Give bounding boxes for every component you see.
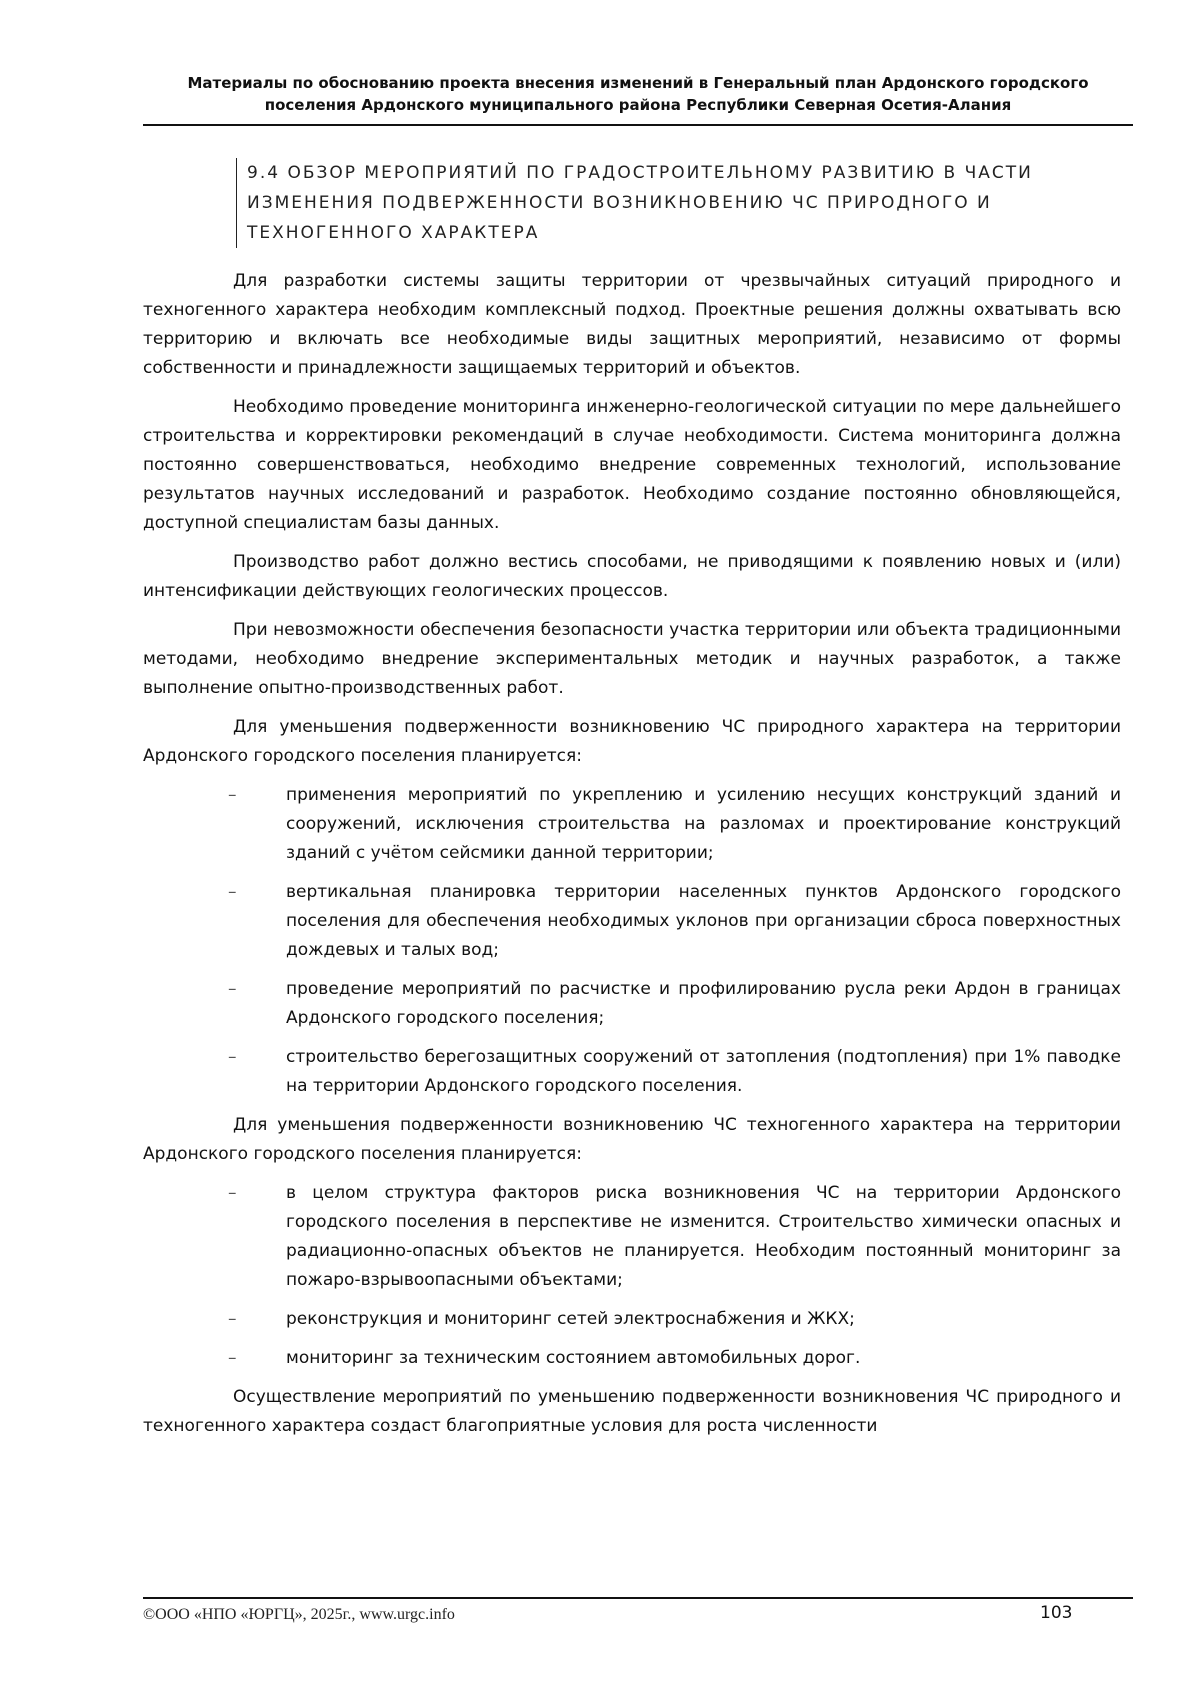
list-item — [143, 878, 1121, 965]
running-header-line-1: Материалы по обоснованию проекта внесения изменений в Генеральный план Ардонского городского — [187, 74, 1089, 92]
list-item — [143, 1344, 1121, 1373]
running-header — [143, 72, 1133, 116]
paragraph-5: Для уменьшения подверженности возникновению ЧС природного характера на территории Ардонского городского поселения планируется: — [143, 717, 1121, 766]
footer-copyright: ©ООО «НПО «ЮРГЦ», 2025г., www.urgc.info — [143, 1606, 455, 1623]
dash-bullet: – — [228, 1309, 237, 1329]
body-text — [143, 267, 1121, 1451]
paragraph-6: Для уменьшения подверженности возникновению ЧС техногенного характера на территории Ардонского городского поселения планируется: — [143, 1115, 1121, 1164]
section-heading — [236, 158, 1127, 248]
list-item-text: мониторинг за техническим состоянием автомобильных дорог. — [286, 1348, 861, 1368]
dash-bullet: – — [228, 1183, 237, 1203]
list-item — [143, 1043, 1121, 1101]
list-item — [143, 1179, 1121, 1295]
list-item — [143, 975, 1121, 1033]
list-item-text: проведение мероприятий по расчистке и профилированию русла реки Ардон в границах Ардонского городского поселения; — [286, 979, 1121, 1028]
dash-bullet: – — [228, 785, 237, 805]
dash-bullet: – — [228, 979, 237, 999]
natural-measures-list — [143, 781, 1121, 1101]
list-item-text: применения мероприятий по укреплению и усилению несущих конструкций зданий и сооружений, исключения строительства на разломах и проектирование конструкций зданий с учётом сейсмики данной территории; — [286, 785, 1121, 863]
technogenic-measures-list — [143, 1179, 1121, 1373]
paragraph-4: При невозможности обеспечения безопасности участка территории или объекта традиционными методами, необходимо внедрение экспериментальных методик и научных разработок, а также выполнение опытно-производственных работ. — [143, 620, 1121, 698]
list-item-text: строительство берегозащитных сооружений от затопления (подтопления) при 1% паводке на территории Ардонского городского поселения. — [286, 1047, 1121, 1096]
header-rule — [143, 124, 1133, 126]
running-header-line-2: поселения Ардонского муниципального района Республики Северная Осетия-Алания — [264, 96, 1012, 114]
list-item — [143, 1305, 1121, 1334]
dash-bullet: – — [228, 882, 237, 902]
paragraph-7: Осуществление мероприятий по уменьшению подверженности возникновения ЧС природного и техногенного характера создаст благоприятные условия для роста численности — [143, 1387, 1121, 1436]
page-number: 103 — [1040, 1603, 1073, 1623]
list-item-text: реконструкция и мониторинг сетей электроснабжения и ЖКХ; — [286, 1309, 855, 1329]
section-heading-line-1: 9.4 ОБЗОР МЕРОПРИЯТИЙ ПО ГРАДОСТРОИТЕЛЬНОМУ РАЗВИТИЮ В ЧАСТИ — [247, 163, 1033, 183]
paragraph-1: Для разработки системы защиты территории от чрезвычайных ситуаций природного и техногенного характера необходим комплексный подход. Проектные решения должны охватывать всю территорию и включать все необходимые виды защитных мероприятий, независимо от формы собственности и принадлежности защищаемых территорий и объектов. — [143, 271, 1121, 378]
dash-bullet: – — [228, 1348, 237, 1368]
list-item-text: в целом структура факторов риска возникновения ЧС на территории Ардонского городского поселения в перспективе не изменится. Строительство химически опасных и радиационно-опасных объектов не планируется. Необходим постоянный мониторинг за пожаро-взрывоопасными объектами; — [286, 1183, 1121, 1290]
paragraph-3: Производство работ должно вестись способами, не приводящими к появлению новых и (или) интенсификации действующих геологических процессов. — [143, 552, 1121, 601]
section-heading-line-3: ТЕХНОГЕННОГО ХАРАКТЕРА — [247, 223, 540, 243]
section-heading-line-2: ИЗМЕНЕНИЯ ПОДВЕРЖЕННОСТИ ВОЗНИКНОВЕНИЮ ЧС ПРИРОДНОГО И — [247, 193, 992, 213]
list-item-text: вертикальная планировка территории населенных пунктов Ардонского городского поселения для обеспечения необходимых уклонов при организации сброса поверхностных дождевых и талых вод; — [286, 882, 1121, 960]
dash-bullet: – — [228, 1047, 237, 1067]
list-item — [143, 781, 1121, 868]
paragraph-2: Необходимо проведение мониторинга инженерно-геологической ситуации по мере дальнейшего строительства и корректировки рекомендаций в случае необходимости. Система мониторинга должна постоянно совершенствоваться, необходимо внедрение современных технологий, использование результатов научных исследований и разработок. Необходимо создание постоянно обновляющейся, доступной специалистам базы данных. — [143, 397, 1121, 533]
footer-rule — [143, 1597, 1133, 1599]
